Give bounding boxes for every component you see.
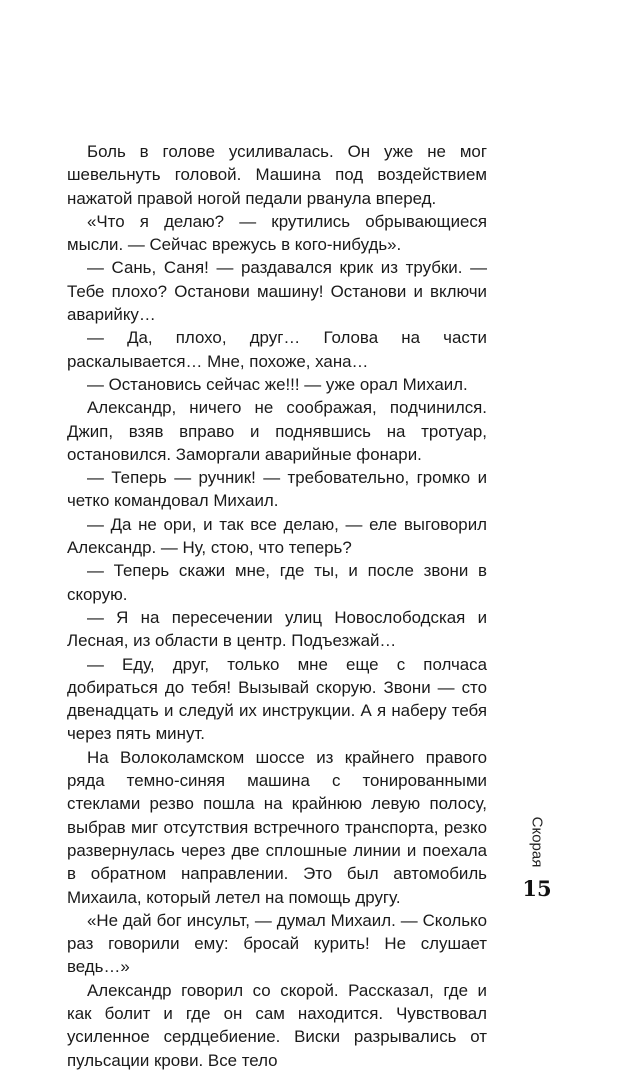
paragraph: Боль в голове усиливалась. Он уже не мог шевельнуть головой. Машина под воздействием нажатой правой ногой педали рванула вперед. — [67, 142, 487, 208]
paragraph: Александр, ничего не соображая, подчинился. Джип, взяв вправо и поднявшись на тротуар, остановился. Заморгали аварийные фонари. — [67, 398, 487, 464]
paragraph: — Да, плохо, друг… Голова на части раскалывается… Мне, похоже, хана… — [67, 328, 487, 371]
paragraph: — Я на пересечении улиц Новослободская и Лесная, из области в центр. Подъезжай… — [67, 607, 487, 651]
paragraph: — Да не ори, и так все делаю, — еле выговорил Александр. — Ну, стою, что теперь? — [67, 514, 487, 558]
paragraph: — Еду, друг, только мне еще с полчаса добираться до тебя! Вызывай скорую. Звони — сто двенадцать и следуй их инструкции. А я наберу тебя через пять минут. — [67, 654, 487, 744]
paragraph: «Не дай бог инсульт, — думал Михаил. — Сколько раз говорили ему: бросай курить! Не слушает ведь…» — [67, 910, 487, 977]
running-title: Скорая — [528, 816, 546, 868]
body-text — [67, 140, 487, 1072]
paragraph: На Волоколамском шоссе из крайнего правого ряда темно-синяя машина с тонированными стеклами резво пошла на крайнюю левую полосу, выбрав миг отсутствия встречного транспорта, резко развернулась через две сплошные линии и поехала в обратном направлении. Это был автомобиль Михаила, который летел на помощь другу. — [67, 747, 487, 907]
paragraph: — Теперь скажи мне, где ты, и после звони в скорую. — [67, 561, 487, 604]
paragraph: — Остановись сейчас же!!! — уже орал Михаил. — [87, 374, 468, 394]
page-number: 15 — [522, 876, 552, 901]
paragraph: — Сань, Саня! — раздавался крик из трубки. — Тебе плохо? Останови машину! Останови и включи аварийку… — [67, 258, 487, 325]
paragraph: — Теперь — ручник! — требовательно, громко и четко командовал Михаил. — [67, 468, 487, 511]
paragraph: Александр говорил со скорой. Рассказал, где и как болит и где он сам находится. Чувствовал усиленное сердцебиение. Виски разрывались от пульсации крови. Все тело — [67, 980, 487, 1070]
paragraph: «Что я делаю? — крутились обрывающиеся мысли. — Сейчас врежусь в кого-нибудь». — [67, 211, 487, 255]
